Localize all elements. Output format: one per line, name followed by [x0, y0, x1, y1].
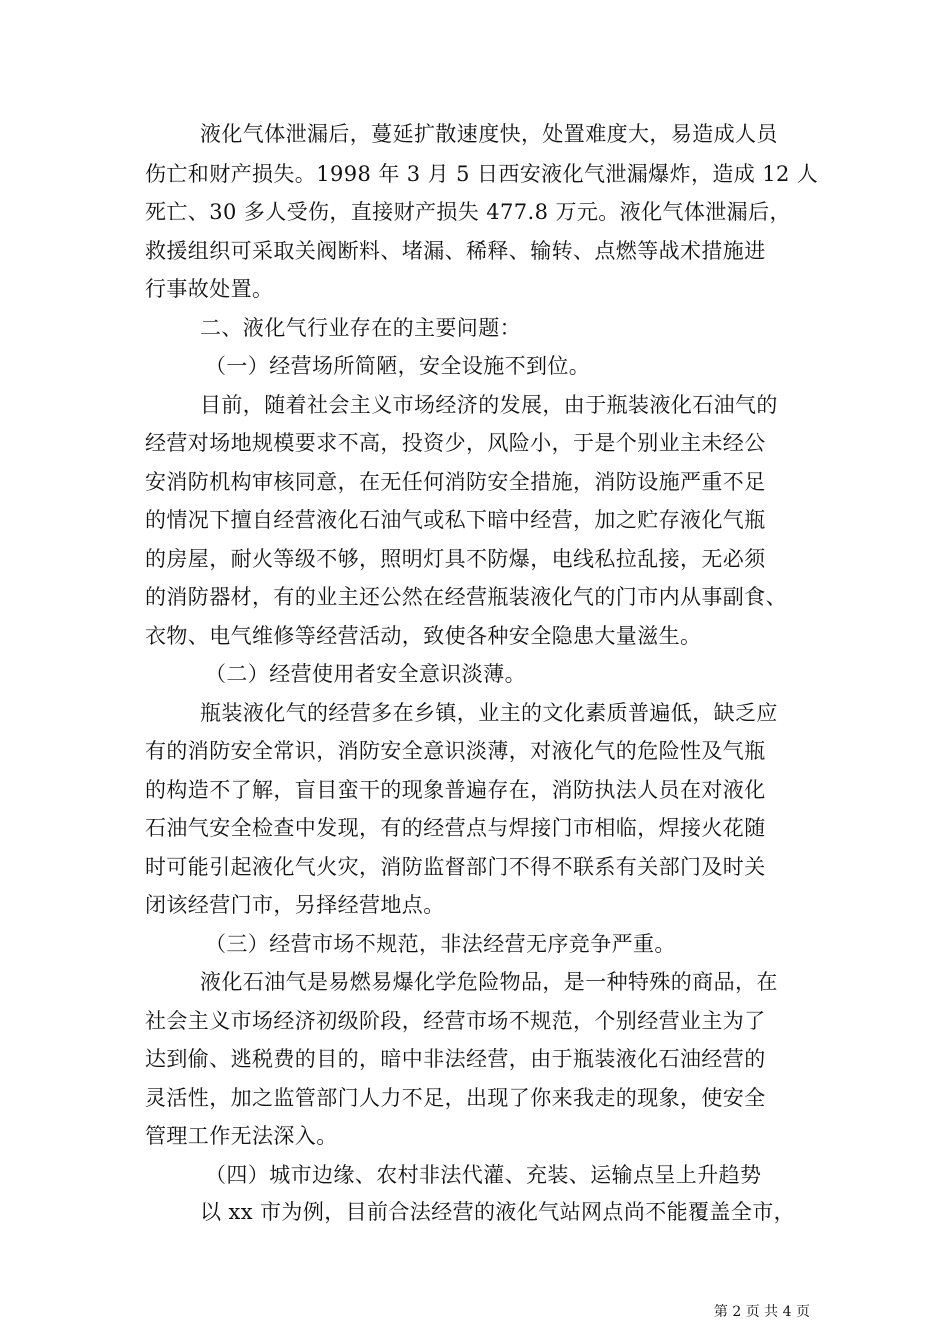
- paragraph-line: 闭该经营门市，另择经营地点。: [145, 893, 445, 917]
- paragraph-line: 的房屋，耐火等级不够，照明灯具不防爆，电线私拉乱接，无必须: [145, 547, 766, 571]
- paragraph-line: 有的消防安全常识，消防安全意识淡薄，对液化气的危险性及气瓶: [145, 739, 766, 763]
- paragraph-line: 目前，随着社会主义市场经济的发展，由于瓶装液化石油气的: [200, 393, 778, 417]
- paragraph-line: 行事故处置。: [145, 277, 274, 301]
- paragraph-line: 伤亡和财产损失。1998 年 3 月 5 日西安液化气泄漏爆炸，造成 12 人: [145, 162, 819, 186]
- paragraph-line: 安消防机构审核同意，在无任何消防安全措施，消防设施严重不足: [145, 470, 766, 494]
- subsection-heading: （二）经营使用者安全意识淡薄。: [205, 662, 526, 686]
- paragraph-line: 经营对场地规模要求不高，投资少，风险小，于是个别业主未经公: [145, 431, 766, 455]
- paragraph-line: 瓶装液化气的经营多在乡镇，业主的文化素质普遍低，缺乏应: [200, 701, 778, 725]
- paragraph-line: 管理工作无法深入。: [145, 1124, 338, 1148]
- paragraph-line: 时可能引起液化气火灾，消防监督部门不得不联系有关部门及时关: [145, 855, 766, 879]
- paragraph-line: 的消防器材，有的业主还公然在经营瓶装液化气的门市内从事副食、: [145, 585, 787, 609]
- paragraph-line: 社会主义市场经济初级阶段，经营市场不规范，个别经营业主为了: [145, 1009, 766, 1033]
- page-number: 第 2 页 共 4 页: [713, 1304, 810, 1320]
- paragraph-line: 的构造不了解，盲目蛮干的现象普遍存在，消防执法人员在对液化: [145, 778, 766, 802]
- section-heading: 二、液化气行业存在的主要问题：: [200, 316, 521, 340]
- paragraph-line: 救援组织可采取关阀断料、堵漏、稀释、输转、点燃等战术措施进: [145, 239, 766, 263]
- paragraph-line: 衣物、电气维修等经营活动，致使各种安全隐患大量滋生。: [145, 624, 702, 648]
- paragraph-line: 死亡、30 多人受伤，直接财产损失 477.8 万元。液化气体泄漏后，: [145, 200, 791, 224]
- paragraph-line: 达到偷、逃税费的目的，暗中非法经营，由于瓶装液化石油经营的: [145, 1047, 766, 1071]
- paragraph-line: 液化石油气是易燃易爆化学危险物品，是一种特殊的商品，在: [200, 970, 778, 994]
- paragraph-line: 液化气体泄漏后，蔓延扩散速度快，处置难度大，易造成人员: [200, 122, 778, 146]
- subsection-heading: （一）经营场所简陋，安全设施不到位。: [205, 354, 591, 378]
- subsection-heading: （四）城市边缘、农村非法代灌、充装、运输点呈上升趋势: [205, 1163, 762, 1187]
- paragraph-line: 以 xx 市为例，目前合法经营的液化气站网点尚不能覆盖全市，: [200, 1200, 796, 1224]
- subsection-heading: （三）经营市场不规范，非法经营无序竞争严重。: [205, 932, 676, 956]
- paragraph-line: 的情况下擅自经营液化石油气或私下暗中经营，加之贮存液化气瓶: [145, 508, 766, 532]
- paragraph-line: 石油气安全检查中发现，有的经营点与焊接门市相临，焊接火花随: [145, 816, 766, 840]
- paragraph-line: 灵活性，加之监管部门人力不足，出现了你来我走的现象，使安全: [145, 1086, 766, 1110]
